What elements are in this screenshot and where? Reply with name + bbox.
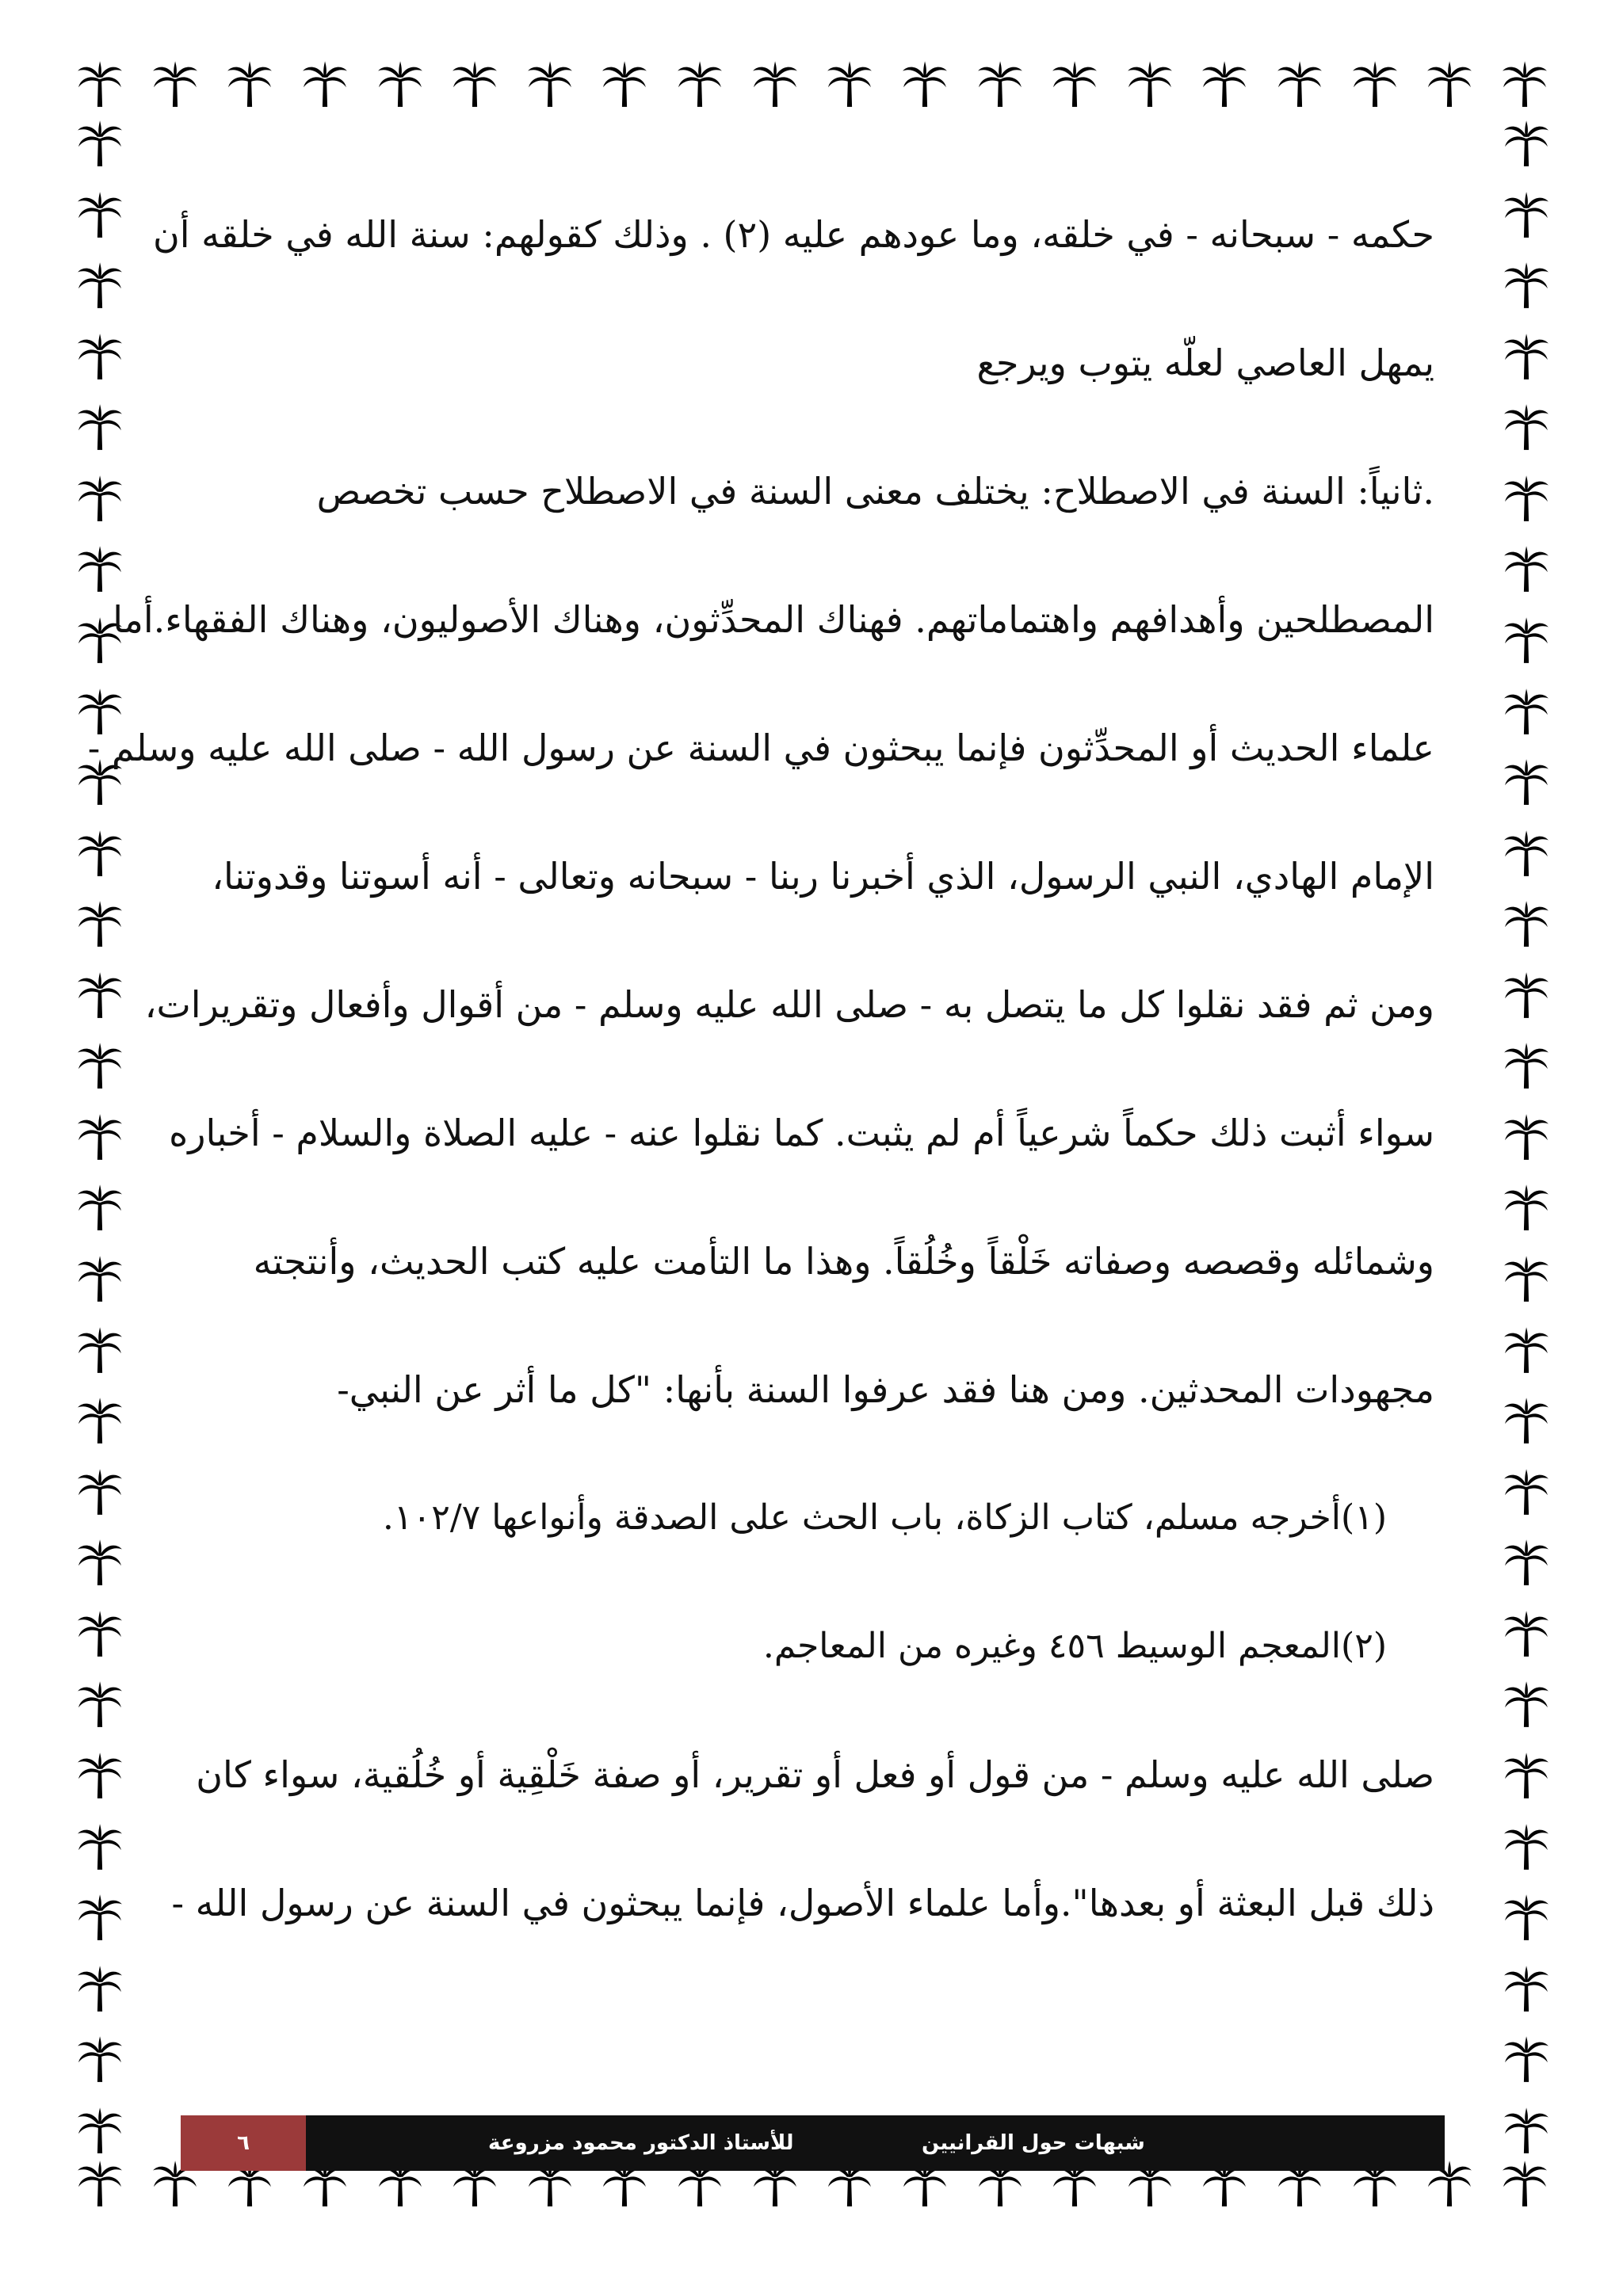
palm-tree-icon [75, 1751, 124, 1800]
body-line: يمهل العاصي لعلّه يتوب ويرجع [976, 341, 1434, 384]
palm-tree-icon [750, 59, 800, 109]
palm-tree-icon [1502, 261, 1551, 310]
body-line: سواء أثبت ذلك حكماً شرعياً أم لم يثبت. كما نقلوا عنه - عليه الصلاة والسلام - أخباره [169, 1112, 1434, 1154]
body-line: وشمائله وقصصه وصفاته خَلْقاً وخُلُقاً. وهذا ما التأمت عليه كتب الحديث، وأنتجته [253, 1240, 1434, 1283]
palm-tree-icon [1502, 190, 1551, 239]
palm-tree-icon [1502, 2035, 1551, 2084]
palm-tree-icon [1502, 687, 1551, 736]
palm-tree-icon [976, 59, 1025, 109]
palm-tree-icon [825, 59, 874, 109]
body-line: الإمام الهادي، النبي الرسول، الذي أخبرنا ربنا - سبحانه وتعالى - أنه أسوتنا وقدوتنا، [212, 855, 1434, 898]
palm-tree-icon [1502, 1964, 1551, 2013]
palm-tree-icon [1502, 899, 1551, 948]
palm-tree-icon [1050, 59, 1099, 109]
palm-tree-icon [1502, 474, 1551, 523]
palm-tree-icon [1502, 1325, 1551, 1375]
palm-tree-icon [1502, 1893, 1551, 1942]
palm-tree-icon [525, 59, 575, 109]
palm-tree-icon [75, 1893, 124, 1942]
palm-tree-icon [75, 1183, 124, 1232]
palm-tree-icon [1502, 1822, 1551, 1871]
palm-tree-icon [75, 829, 124, 878]
palm-tree-icon [600, 59, 649, 109]
palm-tree-icon [75, 2106, 124, 2155]
footnote-2: (٢)المعجم الوسيط ٤٥٦ وغيره من المعاجم. [762, 1626, 1387, 1666]
body-line: ذلك قبل البعثة أو بعدها".وأما علماء الأصول، فإنما يبحثون في السنة عن رسول الله - [171, 1882, 1434, 1924]
palm-tree-icon [75, 971, 124, 1020]
palm-tree-icon [1502, 544, 1551, 593]
palm-tree-icon [75, 119, 124, 168]
palm-tree-icon [1200, 59, 1249, 109]
palm-tree-icon [75, 1467, 124, 1516]
palm-tree-icon [1502, 1112, 1551, 1161]
palm-tree-icon [75, 899, 124, 948]
palm-tree-icon [75, 332, 124, 381]
palm-tree-icon [1275, 59, 1324, 109]
palm-tree-icon [300, 59, 349, 109]
palm-tree-icon [1502, 1751, 1551, 1800]
palm-tree-icon [75, 402, 124, 452]
palm-tree-icon [1502, 1680, 1551, 1729]
palm-tree-icon [1502, 332, 1551, 381]
page-number: ٦ [181, 2115, 306, 2171]
page-footer [181, 2115, 1445, 2171]
body-line: صلى الله عليه وسلم - من قول أو فعل أو تقرير، أو صفة خَلْقِية أو خُلُقية، سواء كان [196, 1753, 1434, 1796]
palm-tree-icon [75, 1112, 124, 1161]
palm-tree-icon [75, 1396, 124, 1445]
palm-tree-icon [1502, 119, 1551, 168]
page-body [87, 170, 1434, 1967]
palm-tree-icon [1502, 1396, 1551, 1445]
palm-border-left [75, 119, 123, 2155]
palm-tree-icon [225, 59, 274, 109]
palm-tree-icon [1350, 59, 1400, 109]
body-line: ومن ثم فقد نقلوا كل ما يتصل به - صلى الله عليه وسلم - من أقوال وأفعال وتقريرات، [144, 983, 1434, 1026]
palm-tree-icon [376, 59, 425, 109]
palm-tree-icon [1500, 2159, 1549, 2208]
palm-tree-icon [75, 2035, 124, 2084]
body-line: .ثانياً: السنة في الاصطلاح: يختلف معنى السنة في الاصطلاح حسب تخصص [316, 470, 1434, 513]
palm-tree-icon [900, 59, 949, 109]
palm-tree-icon [1502, 1609, 1551, 1658]
palm-tree-icon [1502, 616, 1551, 665]
palm-tree-icon [1125, 59, 1174, 109]
palm-tree-icon [75, 1822, 124, 1871]
palm-tree-icon [450, 59, 499, 109]
palm-tree-icon [1502, 1254, 1551, 1303]
palm-tree-icon [75, 1680, 124, 1729]
palm-tree-icon [75, 1538, 124, 1587]
palm-tree-icon [1502, 2106, 1551, 2155]
palm-tree-icon [75, 1041, 124, 1090]
palm-tree-icon [1502, 971, 1551, 1020]
palm-tree-icon [1502, 402, 1551, 452]
footer-author: للأستاذ الدكتور محمود مزروعة [488, 2131, 794, 2155]
palm-tree-icon [151, 59, 200, 109]
footer-book-title: شبهات حول القرانيين [922, 2131, 1145, 2155]
body-line: مجهودات المحدثين. ومن هنا فقد عرفوا السنة بأنها: "كل ما أثر عن النبي- [337, 1368, 1434, 1411]
palm-tree-icon [75, 1254, 124, 1303]
palm-tree-icon [75, 261, 124, 310]
palm-tree-icon [1502, 1183, 1551, 1232]
palm-tree-icon [1502, 829, 1551, 878]
palm-tree-icon [75, 1609, 124, 1658]
palm-tree-icon [75, 1325, 124, 1375]
body-line: المصطلحين وأهدافهم واهتماماتهم. فهناك المحدِّثون، وهناك الأصوليون، وهناك الفقهاء.أما [113, 598, 1434, 641]
palm-border-right [1502, 119, 1549, 2155]
footnote-1: (١)أخرجه مسلم، كتاب الزكاة، باب الحث على الصدقة وأنواعها ١٠٢/٧. [382, 1497, 1387, 1538]
palm-tree-icon [1425, 59, 1474, 109]
palm-tree-icon [1502, 1538, 1551, 1587]
palm-tree-icon [75, 1964, 124, 2013]
palm-border-top [75, 59, 1549, 115]
palm-tree-icon [75, 59, 124, 109]
palm-tree-icon [675, 59, 724, 109]
palm-tree-icon [75, 2159, 124, 2208]
palm-tree-icon [1502, 1467, 1551, 1516]
palm-tree-icon [1502, 1041, 1551, 1090]
body-line: علماء الحديث أو المحدِّثون فإنما يبحثون في السنة عن رسول الله - صلى الله عليه وسلم - [87, 727, 1434, 769]
palm-tree-icon [75, 190, 124, 239]
body-line: حكمه - سبحانه - في خلقه، وما عودهم عليه (٢) . وذلك كقولهم: سنة الله في خلقه أن [152, 213, 1434, 256]
palm-tree-icon [1500, 59, 1549, 109]
palm-tree-icon [75, 474, 124, 523]
palm-tree-icon [1502, 757, 1551, 807]
